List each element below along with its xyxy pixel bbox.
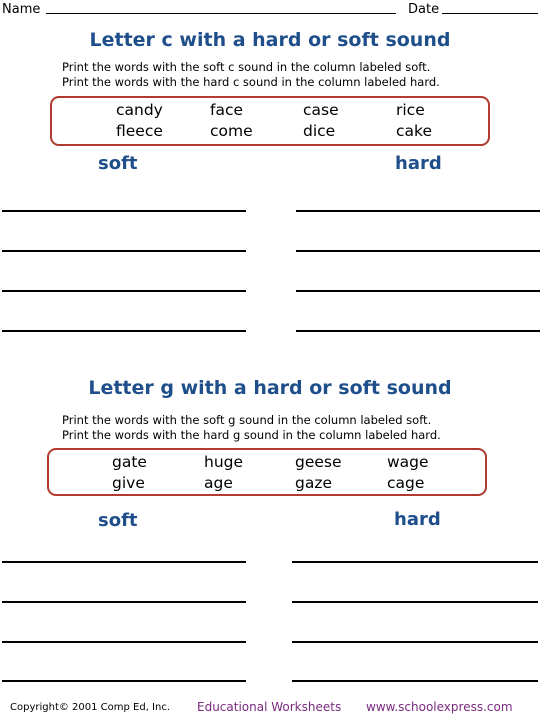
word: wage (387, 453, 429, 471)
word: cake (396, 122, 432, 140)
name-line (46, 13, 396, 14)
word: come (210, 122, 253, 140)
word: candy (116, 101, 163, 119)
word: age (204, 474, 233, 492)
section-g-soft-label: soft (98, 510, 138, 531)
section-c-instruction-1: Print the words with the soft c sound in the column labeled soft. (62, 60, 431, 74)
word: huge (204, 453, 244, 471)
word: fleece (116, 122, 163, 140)
soft-answer-line[interactable] (2, 330, 246, 332)
word: geese (295, 453, 342, 471)
hard-answer-line[interactable] (296, 250, 540, 252)
word: case (303, 101, 339, 119)
hard-answer-line[interactable] (292, 641, 538, 643)
name-label: Name (2, 2, 41, 17)
soft-answer-line[interactable] (2, 250, 246, 252)
soft-answer-line[interactable] (2, 680, 246, 682)
footer-url[interactable]: www.schoolexpress.com (366, 700, 513, 714)
word: face (210, 101, 244, 119)
hard-answer-line[interactable] (296, 330, 540, 332)
word: cage (387, 474, 425, 492)
section-g-instruction-2: Print the words with the hard g sound in the column labeled hard. (62, 428, 441, 442)
hard-answer-line[interactable] (296, 210, 540, 212)
date-line (442, 13, 538, 14)
hard-answer-line[interactable] (296, 290, 540, 292)
soft-answer-line[interactable] (2, 601, 246, 603)
footer-copyright: Copyright© 2001 Comp Ed, Inc. (10, 702, 171, 713)
section-g-title: Letter g with a hard or soft sound (88, 377, 452, 399)
hard-answer-line[interactable] (292, 680, 538, 682)
section-c-hard-label: hard (395, 153, 442, 174)
section-c-title: Letter c with a hard or soft sound (89, 29, 451, 51)
word: rice (396, 101, 425, 119)
soft-answer-line[interactable] (2, 290, 246, 292)
soft-answer-line[interactable] (2, 210, 246, 212)
section-c-instruction-2: Print the words with the hard c sound in the column labeled hard. (62, 75, 440, 89)
hard-answer-line[interactable] (292, 601, 538, 603)
hard-answer-line[interactable] (292, 561, 538, 563)
word: gate (112, 453, 147, 471)
word: dice (303, 122, 336, 140)
soft-answer-line[interactable] (2, 561, 246, 563)
section-c-soft-label: soft (98, 153, 138, 174)
section-g-hard-label: hard (394, 509, 441, 530)
section-g-instruction-1: Print the words with the soft g sound in the column labeled soft. (62, 413, 432, 427)
word: gaze (295, 474, 333, 492)
date-label: Date (408, 2, 440, 17)
soft-answer-line[interactable] (2, 641, 246, 643)
word: give (112, 474, 145, 492)
footer-center: Educational Worksheets (197, 700, 342, 714)
